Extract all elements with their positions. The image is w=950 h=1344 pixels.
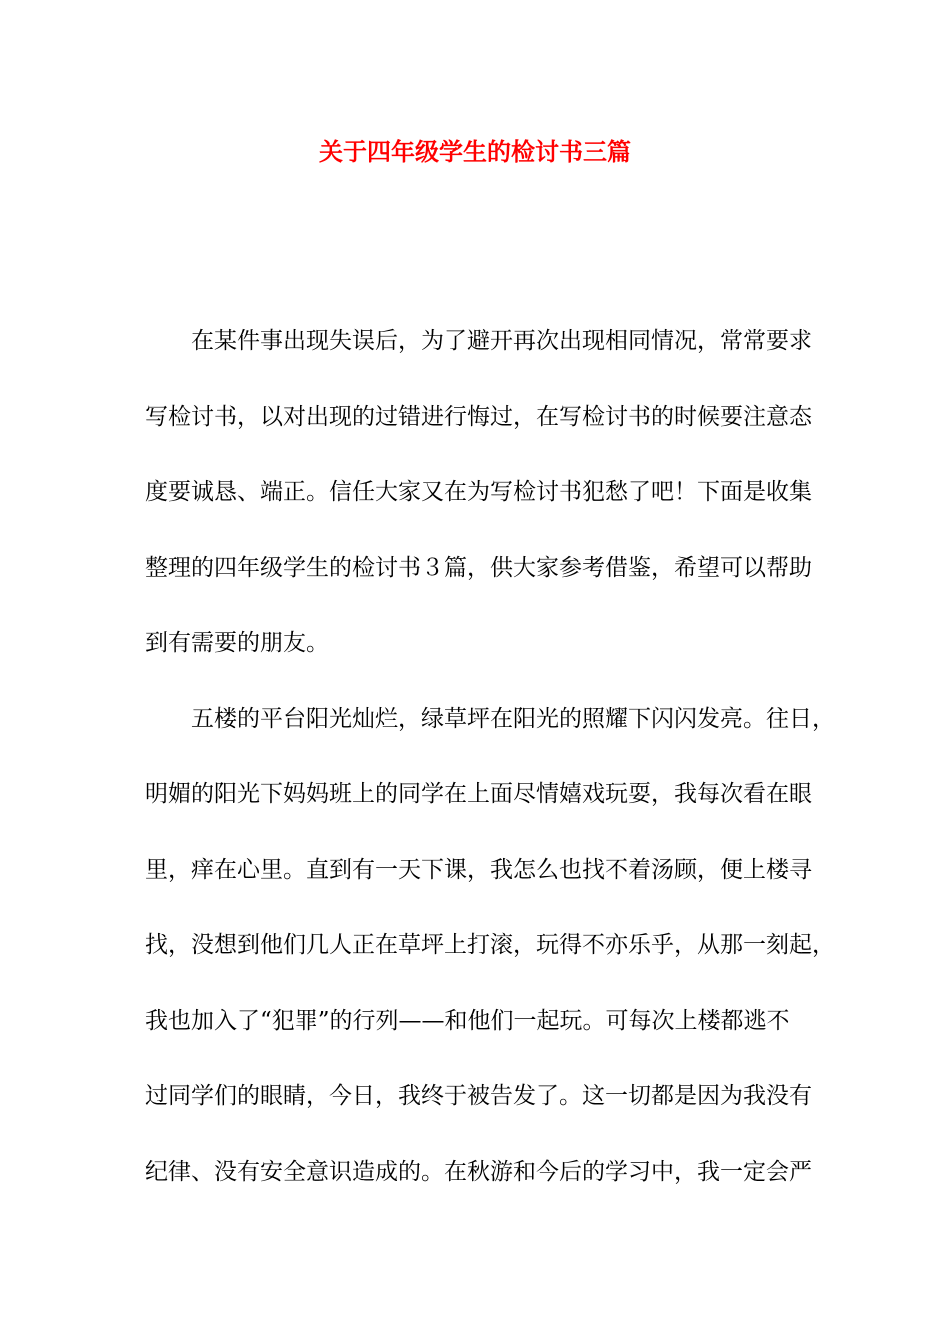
paragraph-line: 明媚的阳光下妈妈班上的同学在上面尽情嬉戏玩耍，我每次看在眼 xyxy=(145,781,812,807)
paragraph-line: 过同学们的眼睛，今日，我终于被告发了。这一切都是因为我没有 xyxy=(145,1083,812,1109)
paragraph-line: 里，痒在心里。直到有一天下课，我怎么也找不着汤顾，便上楼寻 xyxy=(145,856,812,883)
paragraph-line: 找，没想到他们几人正在草坪上打滚，玩得不亦乐乎，从那一刻起， xyxy=(145,932,835,958)
paragraph-line: 写检讨书，以对出现的过错进行悔过，在写检讨书的时候要注意态 xyxy=(145,403,812,430)
paragraph-line: 度要诚恳、端正。信任大家又在为写检讨书犯愁了吧！下面是收集 xyxy=(145,479,812,505)
paragraph-line: 到有需要的朋友。 xyxy=(145,630,329,656)
paragraph-line: 在某件事出现失误后，为了避开再次出现相同情况，常常要求 xyxy=(191,328,812,354)
paragraph-line: 整理的四年级学生的检讨书３篇，供大家参考借鉴，希望可以帮助 xyxy=(145,554,812,581)
document-title: 关于四年级学生的检讨书三篇 xyxy=(319,137,631,166)
paragraph-line: 纪律、没有安全意识造成的。在秋游和今后的学习中，我一定会严 xyxy=(145,1158,812,1185)
document-body xyxy=(145,318,835,1224)
paragraph-line: 五楼的平台阳光灿烂，绿草坪在阳光的照耀下闪闪发亮。往日， xyxy=(191,705,835,732)
paragraph-line: 我也加入了“犯罪”的行列——和他们一起玩。可每次上楼都逃不 xyxy=(145,1007,790,1034)
